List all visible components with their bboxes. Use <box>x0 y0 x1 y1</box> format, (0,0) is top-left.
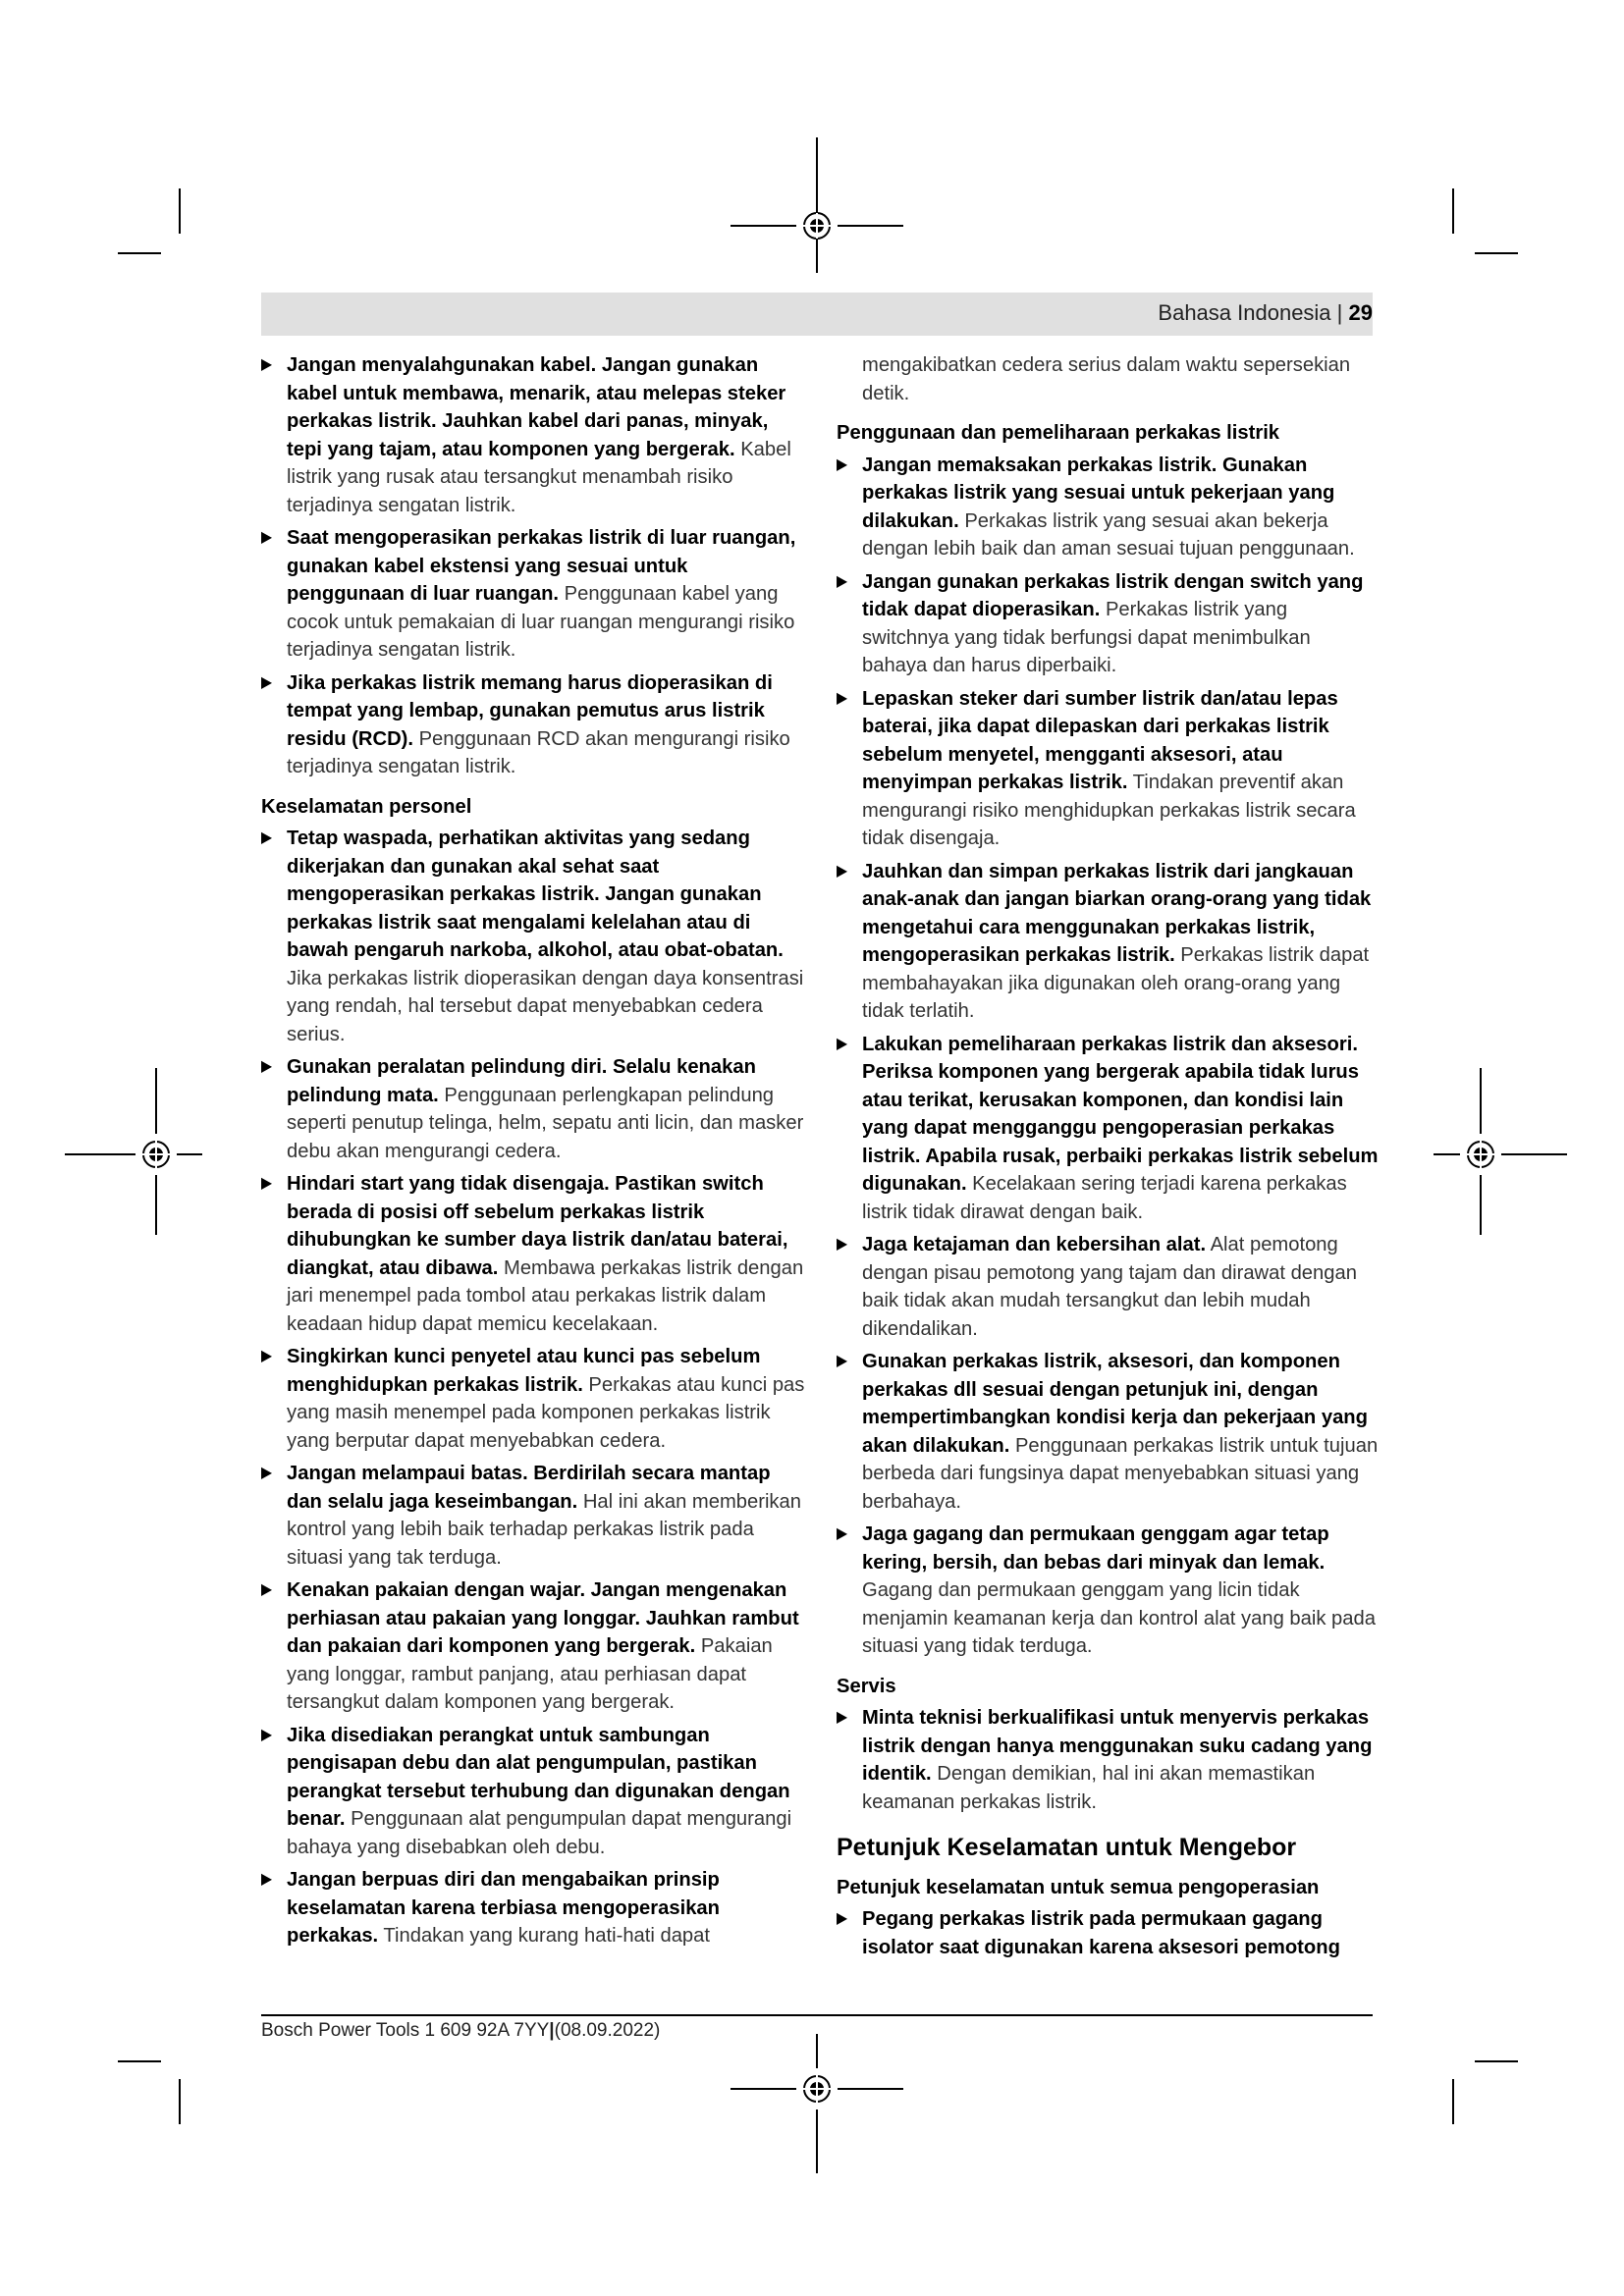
instruction-explanation: Membawa perkakas listrik dengan jari menempel pada tombol atau perkakas listrik dalam keadaan hidup dapat memicu kecelakaan. <box>287 1256 804 1335</box>
instruction-bold: Saat mengoperasikan perkakas listrik di luar ruangan, gunakan kabel ekstensi yang sesuai untuk penggunaan di luar ruangan. <box>287 527 796 605</box>
bullet-arrow-icon: ▶ <box>837 1709 848 1726</box>
bullet-arrow-icon: ▶ <box>837 455 848 473</box>
bullet-arrow-icon: ▶ <box>837 689 848 707</box>
instruction-explanation: Kabel listrik yang rusak atau tersangkut menambah risiko terjadinya sengatan listrik. <box>287 438 791 516</box>
instruction-bold: Gunakan peralatan pelindung diri. Selalu kenakan pelindung mata. <box>287 1056 756 1106</box>
header-language: Bahasa Indonesia <box>1158 300 1331 325</box>
instruction-bold: Jaga gagang dan permukaan genggam agar tetap kering, bersih, dan bebas dari minyak dan lemak. <box>862 1523 1329 1574</box>
bullet-arrow-icon: ▶ <box>837 1236 848 1253</box>
list-item <box>837 452 1379 563</box>
instruction-explanation: Jika perkakas listrik dioperasikan dengan daya konsentrasi yang rendah, hal tersebut dapat menyebabkan cedera serius. <box>287 967 804 1045</box>
instruction-explanation: Perkakas atau kunci pas yang masih menempel pada komponen perkakas listrik yang berputar dapat menyebabkan cedera. <box>287 1373 805 1452</box>
bullet-arrow-icon: ▶ <box>261 829 273 846</box>
section-title: Penggunaan dan pemeliharaan perkakas listrik <box>837 422 1280 444</box>
instruction-bold: Jangan memaksakan perkakas listrik. Gunakan perkakas listrik yang sesuai untuk pekerjaan yang dilakukan. <box>862 454 1335 532</box>
crop-mark <box>118 252 161 254</box>
instruction-explanation: Perkakas listrik yang switchnya yang tidak berfungsi dapat menimbulkan bahaya dan harus diperbaiki. <box>862 599 1311 676</box>
bullet-arrow-icon: ▶ <box>261 673 273 691</box>
section-title: Petunjuk keselamatan untuk semua pengoperasian <box>837 1876 1320 1898</box>
header-separator: | <box>1336 300 1343 325</box>
list-item <box>261 1053 807 1165</box>
bullet-arrow-icon: ▶ <box>837 1525 848 1542</box>
bullet-arrow-icon: ▶ <box>261 1871 273 1888</box>
list-item <box>261 1576 807 1717</box>
safety-list <box>261 351 807 781</box>
safety-list <box>837 1905 1379 1961</box>
left-column <box>261 351 807 1955</box>
list-item <box>837 1031 1379 1227</box>
instruction-bold: Singkirkan kunci penyetel atau kunci pas sebelum menghidupkan perkakas listrik. <box>287 1346 761 1396</box>
list-item <box>261 825 807 1048</box>
bullet-arrow-icon: ▶ <box>837 572 848 590</box>
footer-rule <box>261 2014 1373 2016</box>
bullet-arrow-icon: ▶ <box>837 1910 848 1927</box>
page-number: 29 <box>1348 300 1373 325</box>
instruction-bold: Jangan melampaui batas. Berdirilah secara mantap dan selalu jaga keseimbangan. <box>287 1463 771 1513</box>
list-item <box>261 1170 807 1338</box>
footer-code: 1 609 92A 7YY <box>424 2020 550 2041</box>
list-item <box>261 351 807 519</box>
instruction-bold: Jika perkakas listrik memang harus dioperasikan di tempat yang lembap, gunakan pemutus arus listrik residu (RCD). <box>287 671 773 750</box>
instruction-explanation: Tindakan yang kurang hati-hati dapat <box>383 1925 710 1947</box>
list-item <box>837 858 1379 1026</box>
registration-target-icon <box>794 203 839 248</box>
header-text <box>1158 300 1373 326</box>
instruction-explanation: Dengan demikian, hal ini akan memastikan keamanan perkakas listrik. <box>862 1763 1316 1813</box>
crop-mark <box>179 188 181 234</box>
instruction-bold: Lepaskan steker dari sumber listrik dan/atau lepas baterai, jika dapat dilepaskan dari perkakas listrik sebelum menyetel, mengganti aksesori, atau menyimpan perkakas listrik. <box>862 687 1338 793</box>
safety-list <box>261 825 807 1950</box>
registration-target-icon <box>794 2066 839 2111</box>
instruction-explanation: Alat pemotong dengan pisau pemotong yang tajam dan dirawat dengan baik tidak akan mudah tersangkut dan lebih mudah dikendalikan. <box>862 1234 1357 1340</box>
instruction-bold: Tetap waspada, perhatikan aktivitas yang sedang dikerjakan dan gunakan akal sehat saat mengoperasikan perkakas listrik. Jangan gunakan perkakas listrik saat mengalami kelelahan atau di bawah pengaruh narkoba, alkohol, atau obat-obatan. <box>287 828 784 961</box>
continuation-text: mengakibatkan cedera serius dalam waktu sepersekian detik. <box>862 354 1351 404</box>
list-item <box>261 1460 807 1572</box>
instruction-bold: Jangan gunakan perkakas listrik dengan switch yang tidak dapat dioperasikan. <box>862 570 1364 620</box>
instruction-explanation: Pakaian yang longgar, rambut panjang, atau perhiasan dapat tersangkut dalam komponen yang bergerak. <box>287 1635 773 1713</box>
instruction-explanation: Hal ini akan memberikan kontrol yang lebih baik terhadap perkakas listrik pada situasi yang tak terduga. <box>287 1490 801 1569</box>
bullet-arrow-icon: ▶ <box>837 1353 848 1369</box>
instruction-bold: Pegang perkakas listrik pada permukaan gagang isolator saat digunakan karena aksesori pemotong <box>862 1908 1340 1958</box>
instruction-explanation: Penggunaan RCD akan mengurangi risiko terjadinya sengatan listrik. <box>287 727 790 777</box>
instruction-explanation: Perkakas listrik yang sesuai akan bekerja dengan lebih baik dan aman sesuai tujuan penggunaan. <box>862 509 1355 560</box>
list-item <box>837 1231 1379 1343</box>
instruction-bold: Jangan berpuas diri dan mengabaikan prinsip keselamatan karena terbiasa mengoperasikan perkakas. <box>287 1869 720 1947</box>
crop-mark <box>1475 252 1518 254</box>
list-item <box>837 1521 1379 1661</box>
instruction-explanation: Tindakan preventif akan mengurangi risiko menghidupkan perkakas listrik secara tidak disengaja. <box>862 772 1356 849</box>
list-item <box>837 1348 1379 1516</box>
crop-mark <box>179 2079 181 2124</box>
bullet-arrow-icon: ▶ <box>261 529 273 546</box>
section-title: Servis <box>837 1675 896 1697</box>
instruction-bold: Jika disediakan perangkat untuk sambungan pengisapan debu dan alat pengumpulan, pastikan perangkat tersebut terhubung dan digunakan dengan benar. <box>287 1724 790 1830</box>
instruction-bold: Lakukan pemeliharaan perkakas listrik dan aksesori. Periksa komponen yang bergerak apabila tidak lurus atau terikat, kerusakan komponen, dan kondisi lain yang dapat mengganggu pengoperasian perkakas listrik. Apabila rusak, perbaiki perkakas listrik sebelum digunakan. <box>862 1033 1379 1195</box>
bullet-arrow-icon: ▶ <box>261 1726 273 1743</box>
crop-mark <box>1475 2060 1518 2062</box>
bullet-arrow-icon: ▶ <box>261 1175 273 1192</box>
instruction-bold: Gunakan perkakas listrik, aksesori, dan komponen perkakas dll sesuai dengan petunjuk ini, dengan mempertimbangkan kondisi kerja dan pekerjaan yang akan dilakukan. <box>862 1351 1368 1457</box>
list-item <box>837 1704 1379 1816</box>
instruction-explanation: Penggunaan alat pengumpulan dapat mengurangi bahaya yang disebabkan oleh debu. <box>287 1808 792 1858</box>
chapter-heading: Petunjuk Keselamatan untuk Mengebor <box>837 1834 1297 1861</box>
crop-mark <box>1452 188 1454 234</box>
instruction-bold: Jangan menyalahgunakan kabel. Jangan gunakan kabel untuk membawa, menarik, atau melepas steker perkakas listrik. Jauhkan kabel dari panas, minyak, tepi yang tajam, atau komponen yang bergerak. <box>287 354 786 460</box>
instruction-explanation: Gagang dan permukaan genggam yang licin tidak menjamin keamanan kerja dan kontrol alat yang baik pada situasi yang tidak terduga. <box>862 1579 1376 1657</box>
list-item <box>261 524 807 665</box>
bullet-arrow-icon: ▶ <box>261 1058 273 1075</box>
instruction-bold: Hindari start yang tidak disengaja. Pastikan switch berada di posisi off sebelum perkakas listrik dihubungkan ke sumber daya listrik dan/atau baterai, diangkat, atau dibawa. <box>287 1173 788 1279</box>
instruction-explanation: Penggunaan perlengkapan pelindung seperti penutup telinga, helm, sepatu anti licin, dan masker debu akan mengurangi cedera. <box>287 1084 804 1162</box>
list-item <box>837 685 1379 853</box>
bullet-arrow-icon: ▶ <box>837 862 848 880</box>
crop-mark <box>118 2060 161 2062</box>
list-item <box>261 1722 807 1862</box>
instruction-explanation: Penggunaan kabel yang cocok untuk pemakaian di luar ruangan mengurangi risiko terjadinya sengatan listrik. <box>287 583 795 661</box>
registration-target-icon <box>1458 1132 1503 1177</box>
list-item <box>837 1905 1379 1961</box>
list-item <box>261 1866 807 1950</box>
bullet-arrow-icon: ▶ <box>261 356 273 373</box>
instruction-bold: Minta teknisi berkualifikasi untuk menyervis perkakas listrik dengan hanya menggunakan suku cadang yang identik. <box>862 1707 1373 1785</box>
instruction-bold: Kenakan pakaian dengan wajar. Jangan mengenakan perhiasan atau pakaian yang longgar. Jauhkan rambut dan pakaian dari komponen yang bergerak. <box>287 1579 799 1657</box>
instruction-bold: Jauhkan dan simpan perkakas listrik dari jangkauan anak-anak dan jangan biarkan orang-orang yang tidak mengetahui cara menggunakan perkakas listrik, mengoperasikan perkakas listrik. <box>862 860 1372 966</box>
footer-brand: Bosch Power Tools <box>261 2020 420 2041</box>
list-item <box>261 1343 807 1455</box>
right-column <box>837 351 1379 1966</box>
bullet-arrow-icon: ▶ <box>261 1348 273 1364</box>
instruction-explanation: Kecelakaan sering terjadi karena perkakas listrik tidak dirawat dengan baik. <box>862 1173 1347 1223</box>
page-header <box>261 293 1373 336</box>
instruction-explanation: Penggunaan perkakas listrik untuk tujuan berbeda dari fungsinya dapat menyebabkan situasi yang berbahaya. <box>862 1434 1379 1513</box>
crop-mark <box>1452 2079 1454 2124</box>
list-item <box>261 669 807 781</box>
bullet-arrow-icon: ▶ <box>261 1465 273 1481</box>
registration-target-icon <box>134 1132 179 1177</box>
safety-list <box>837 452 1379 1661</box>
page-footer <box>261 2020 660 2042</box>
safety-list <box>837 1704 1379 1816</box>
list-item <box>837 568 1379 680</box>
instruction-bold: Jaga ketajaman dan kebersihan alat. <box>862 1234 1207 1255</box>
bullet-arrow-icon: ▶ <box>837 1035 848 1052</box>
bullet-arrow-icon: ▶ <box>261 1581 273 1598</box>
footer-date: (08.09.2022) <box>554 2020 661 2041</box>
footer-separator: | <box>549 2020 555 2041</box>
instruction-explanation: Perkakas listrik dapat membahayakan jika digunakan oleh orang-orang yang tidak terlatih. <box>862 944 1370 1022</box>
section-title: Keselamatan personel <box>261 795 472 818</box>
